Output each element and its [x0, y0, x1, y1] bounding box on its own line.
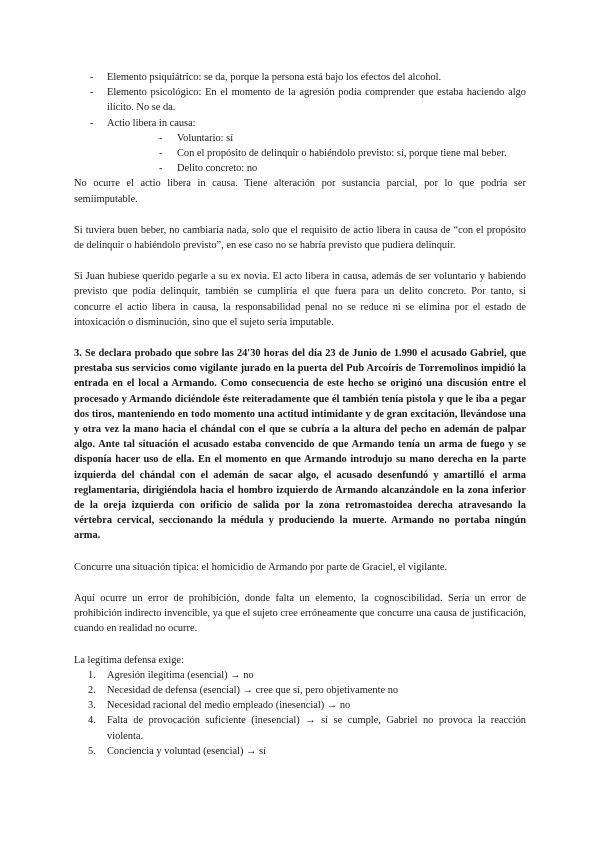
actio-libera-sublist: [107, 131, 526, 177]
item-text: Agresión ilegítima (esencial) → no: [107, 669, 254, 681]
item-number: 1.: [88, 669, 96, 681]
list-item: [74, 698, 526, 713]
item-number: 3.: [88, 700, 96, 712]
conclusion-paragraph: No ocurre el actio libera in causa. Tiene alteración por sustancia parcial, por lo que podría ser semiimputable.: [74, 178, 526, 205]
item-text: Necesidad de defensa (esencial) → cree que sí, pero objetivamente no: [107, 684, 399, 696]
case-number: 3.: [74, 348, 82, 360]
list-item-label: Actio libera in causa:: [107, 117, 196, 129]
item-number: 4.: [88, 715, 96, 727]
defense-heading: La legítima defensa exige:: [74, 654, 184, 666]
list-item: [74, 116, 526, 177]
item-number: 2.: [88, 684, 96, 696]
item-number: 5.: [88, 745, 96, 757]
item-text: Necesidad racional del medio empleado (inesencial) → no: [107, 700, 351, 712]
sublist-item: - Con el propósito de delinquir o habiéndolo previsto: sí, porque tiene mal beber.: [107, 146, 526, 161]
list-item: [74, 744, 526, 759]
paragraph: Si tuviera buen beber, no cambiaría nada, solo que el requisito de actio libera in causa de “con el propósito de delinquir o habiéndolo previsto”, en ese caso no se habría previsto que pudiera delinquir.: [74, 224, 526, 252]
sublist-item: - Voluntario: sí: [107, 131, 526, 146]
item-text: Falta de provocación suficiente (inesencial) → sí se cumple, Gabriel no provoca la reacción violenta.: [107, 715, 526, 742]
case-3-statement: [74, 346, 526, 544]
item-text: Conciencia y voluntad (esencial) → sí: [107, 745, 266, 757]
paragraph: Si Juan hubiese querido pegarle a su ex novia. El acto libera in causa, además de ser voluntario y habiendo previsto que podía delinquir, también se cumpliría el que fuera para un delito concreto. Por tanto, si concurre el actio libera in causa, la responsabilidad penal no se reduce ni se elimina por el estado de intoxicación o disminución, sino que el sujeto sería imputable.: [74, 271, 526, 328]
situation-paragraph: Concurre una situación típica: el homicidio de Armando por parte de Graciel, el vigilante.: [74, 561, 448, 573]
list-item: [74, 668, 526, 683]
list-item: - Elemento psiquiátrico: se da, porque la persona está bajo los efectos del alcohol.: [74, 70, 526, 85]
list-item: - Elemento psicológico: En el momento de la agresión podía comprender que estaba haciendo algo ilícito. No se da.: [74, 85, 526, 115]
elements-list: [74, 70, 526, 176]
defense-requirements-list: [74, 668, 526, 759]
error-paragraph: Aquí ocurre un error de prohibición, donde falta un elemento, la cognoscibilidad. Sería un error de prohibición indirecto invencible, ya que el sujeto cree erróneamente que concurre una causa de justificación, cuando en realidad no ocurre.: [74, 592, 526, 635]
list-item: [74, 713, 526, 743]
sublist-item: - Delito concreto: no: [107, 161, 526, 176]
case-text: Se declara probado que sobre las 24'30 horas del día 23 de Junio de 1.990 el acusado Gabriel, que prestaba sus servicios como vigilante jurado en la puerta del Pub Arcoíris de Torremolinos impidió la entrada en el local a Armando. Como consecuencia de este hecho se originó una discusión entre el procesado y Armando diciéndole éste reiteradamente que él también tenía pistola y que le iba a pegar dos tiros, manteniendo en todo momento una actitud intimidante y de gran excitación, llevándose una y otra vez la mano hacia el chándal con el que se cubría a la altura del pecho en ademán de palpar algo. Ante tal situación el acusado estaba convencido de que Armando tenía un arma de fuego y se disponía hacer uso de ella. En el momento en que Armando introdujo su mano derecha en la parte izquierda del chándal con el ademán de sacar algo, el acusado desenfundó y amartilló el arma reglamentaria, dirigiéndola hacia el hombro izquierdo de Armando alcanzándole en la zona inferior de la oreja izquierda con orificio de salida por la zona retromastoidea derecha atravesando la vértebra cervical, seccionando la médula y produciendo la muerte. Armando no portaba ningún arma.: [74, 348, 526, 542]
list-item: [74, 683, 526, 698]
